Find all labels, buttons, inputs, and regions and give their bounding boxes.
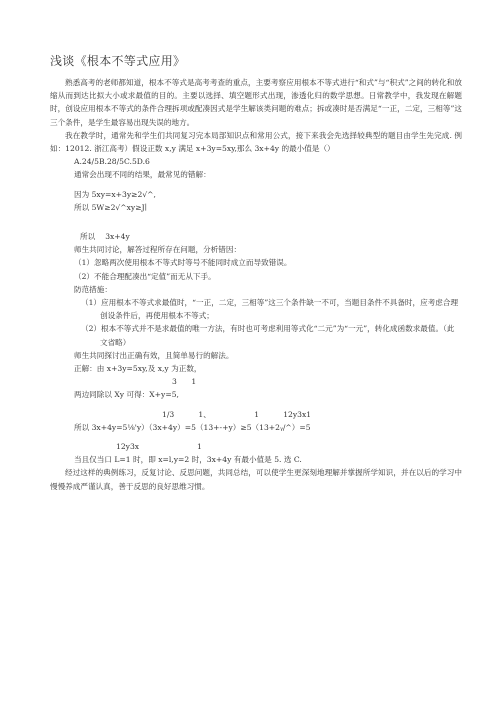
measure-2: （2）根本不等式并不是求最值的唯一方法，有时也可考虑利用等式化“二元”为“一元”，转化成函数求最值。（此文省略） <box>81 324 455 347</box>
discussion-line: 师生共同讨论，解答过程所存在问题，分析错因： <box>74 245 242 255</box>
document-body <box>50 76 462 493</box>
wrong-step-3: 所以 3x+4y <box>80 232 130 242</box>
fraction-numerators-1: 3 1 <box>172 377 197 387</box>
error-2: （2）不能合理配凑出“定值”而无从下手。 <box>74 271 216 281</box>
answer-options: A.24/5B.28/5C.5D.6 <box>74 157 150 167</box>
wrong-step-2: 所以 5W≥2√^xy≥J∣ <box>74 202 147 212</box>
solution-step-2: 所以 3x+4y=5⅛'y）（3x+4y）=5（13+-+y）≥5（13+2ᵧ/^）=5 <box>74 422 311 432</box>
solution-step-1: 两边同除以 Xy 可得：X+y=5, <box>74 390 179 400</box>
intro-paragraph: 熟悉高考的老师都知道，根本不等式是高考考查的重点，主要考察应用根本不等式进行“和式”与“积式”之间的转化和放缩从而到达比拟大小或求最值的目的。主要以选择、填空题形式出现，渗透化归的数学思想。日常教学中，我发现在解题时，创设应用根本不等式的条件合理拆项或配凑因式是学生解该类问题的难点；拆或凑时是否满足“一正，二定，三相等”这三个条件，是学生最容易出现失误的地方。 <box>50 78 462 127</box>
explore-line: 师生共同探讨出正确有效，且简单易行的解法。 <box>74 350 234 360</box>
solution-intro: 正解：由 x+3y=5xy,及 x,y 为正数， <box>74 364 202 374</box>
fraction-numerators-2: 1/3 1、 1 12y3x1 <box>162 409 312 419</box>
page-title: 浅谈《根本不等式应用》 <box>50 54 186 68</box>
conclusion-paragraph: 经过这样的典例练习，反复讨论、反思问题，共同总结，可以使学生更深刻地理解并掌握所学知识，并在以后的学习中慢慢养成严谨认真，善于反思的良好思维习惯。 <box>50 468 462 491</box>
wrong-step-1: 因为 5xy=x+3y≥2√^, <box>74 189 156 199</box>
measure-1: （1）应用根本不等式求最值时，“一正，二定，三相等”这三个条件缺一不可，当题目条件不具备时，应考虑合理创设条件后，再使用根本不等式； <box>81 298 459 321</box>
fraction-denominators: 12y3x 1 <box>116 442 202 452</box>
common-wrong-intro: 通常会出现不同的结果，最常见的错解： <box>74 170 211 180</box>
error-1: （1）忽略两次使用根本不等式时等号不能同时成立而导致错误。 <box>74 258 292 268</box>
teaching-paragraph: 我在教学时，通常先和学生们共同复习完本局部知识点和常用公式，接下来我会先选择较典型的题目由学生先完成. 例如：12012. 浙江高考）假设正数 x,y 满足 x+3y=5xy,那么 3x+4y 的最小值是（） <box>50 130 462 154</box>
equality-condition: 当且仅当口 L=1 时，即 x=l,y=2 时，3x+4y 有最小值是 5. 选 C. <box>74 455 302 465</box>
measures-heading: 防范措施： <box>74 284 112 294</box>
